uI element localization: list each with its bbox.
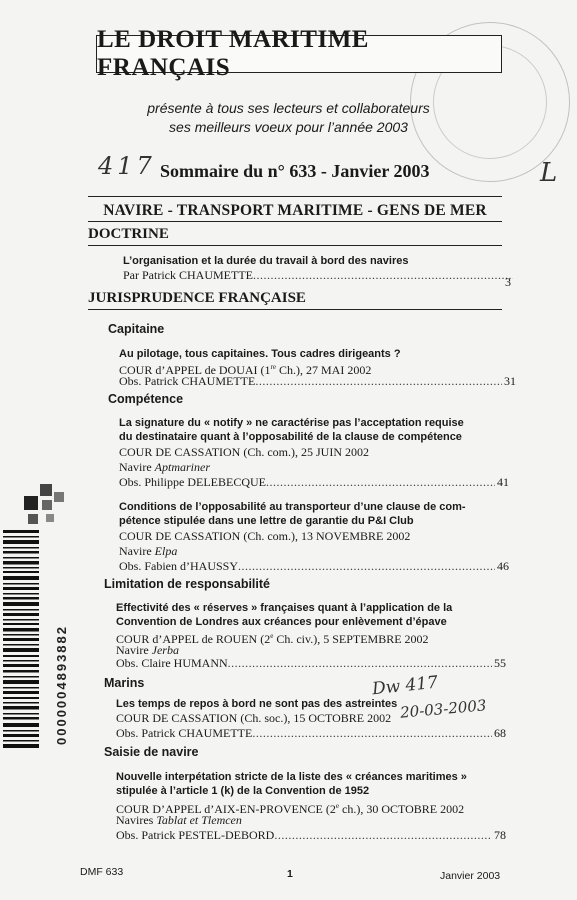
marins-obs-line (116, 726, 506, 741)
limitation-obs-line (116, 656, 506, 671)
competence-a2-obs-line (119, 559, 509, 574)
barcode-digits: 0000004893882 (54, 625, 69, 745)
capitaine-obs: Obs. Patrick CHAUMETTE (119, 374, 256, 388)
limitation-obs: Obs. Claire HUMANN (116, 656, 228, 670)
footer-page-number: 1 (287, 868, 293, 880)
marins-title: Les temps de repos à bord ne sont pas des astreintes (116, 698, 398, 710)
limitation-title-1: Effectivité des « réserves » françaises quant à l’application de la (116, 602, 453, 614)
capitaine-title: Au pilotage, tous capitaines. Tous cadres dirigeants ? (119, 348, 401, 360)
capitaine-subheading: Capitaine (108, 322, 165, 336)
competence-a1-court: COUR DE CASSATION (Ch. com.), 25 JUIN 2002 (119, 445, 370, 459)
saisie-subheading: Saisie de navire (104, 745, 199, 759)
marins-obs: Obs. Patrick CHAUMETTE (116, 726, 253, 740)
competence-a1-title-2: du destinataire quant à l’opposabilité de la clause de compétence (119, 431, 462, 443)
marins-court: COUR DE CASSATION (Ch. soc.), 15 OCTOBRE 2002 (116, 711, 392, 725)
competence-a2-title-2: pétence stipulée dans une lettre de garantie du P&I Club (119, 515, 414, 527)
doctrine-page: 3 (505, 275, 511, 289)
barcode-icon (3, 530, 39, 748)
competence-a1-obs: Obs. Philippe DELEBECQUE (119, 475, 266, 489)
capitaine-court: COUR d’APPEL de DOUAI (1re Ch.), 27 MAI 2002 (119, 363, 372, 377)
handwritten-date: 20-03-2003 (399, 696, 488, 722)
doctrine-author-line (123, 268, 513, 284)
saisie-title-2: stipulée à l’article 1 (k) de la Convention de 1952 (116, 785, 370, 797)
limitation-page: 55 (494, 656, 506, 670)
handwritten-ref: Dw 417 (371, 672, 439, 700)
competence-a1-ship: Navire Aptmariner (119, 460, 210, 474)
competence-a1-title-1: La signature du « notify » ne caractérise pas l’acceptation requise (119, 417, 464, 429)
saisie-obs: Obs. Patrick PESTEL-DEBORD (116, 828, 275, 842)
limitation-ship: Navire Jerba (116, 643, 179, 657)
doctrine-author: Par Patrick CHAUMETTE (123, 268, 253, 282)
competence-a2-page: 46 (497, 559, 509, 573)
doctrine-article-title: L’organisation et la durée du travail à bord des navires (123, 255, 409, 267)
doctrine-rule (88, 245, 502, 246)
issue-summary-title: Sommaire du n° 633 - Janvier 2003 (160, 161, 430, 181)
handwritten-number: 417 (98, 152, 156, 180)
section-top-rule (88, 196, 502, 197)
greeting-line-2: ses meilleurs voeux pour l’année 2003 (169, 119, 408, 135)
limitation-title-2: Convention de Londres aux créances pour enlèvement d’épave (116, 616, 447, 628)
capitaine-obs-line (119, 374, 516, 389)
competence-subheading: Compétence (108, 392, 184, 406)
limitation-court: COUR d’APPEL de ROUEN (2e Ch. civ.), 5 SEPTEMBRE 2002 (116, 632, 429, 646)
jurisprudence-rule (88, 309, 502, 310)
competence-a1-obs-line (119, 475, 509, 490)
footer-right: Janvier 2003 (440, 870, 501, 882)
capitaine-page: 31 (504, 374, 516, 388)
competence-a2-title-1: Conditions de l’opposabilité au transporteur d’une clause de com- (119, 501, 466, 513)
greeting-line-1: présente à tous ses lecteurs et collaborateurs (147, 100, 430, 116)
handwritten-mark: L (540, 158, 558, 188)
competence-a2-obs: Obs. Fabien d’HAUSSY (119, 559, 239, 573)
footer-left: DMF 633 (80, 866, 124, 878)
competence-a1-page: 41 (497, 475, 509, 489)
competence-a2-court: COUR DE CASSATION (Ch. com.), 13 NOVEMBRE 2002 (119, 529, 411, 543)
saisie-ships: Navires Tablat et Tlemcen (116, 813, 242, 827)
marins-page: 68 (494, 726, 506, 740)
competence-a2-ship: Navire Elpa (119, 544, 178, 558)
saisie-page: 78 (494, 828, 506, 842)
saisie-obs-line (116, 828, 506, 843)
doctrine-heading: DOCTRINE (88, 226, 169, 242)
publication-title: LE DROIT MARITIME FRANÇAIS (96, 35, 502, 73)
section-title: NAVIRE - TRANSPORT MARITIME - GENS DE MER (103, 202, 487, 219)
marins-subheading: Marins (104, 676, 145, 690)
publisher-logo-icon (24, 482, 68, 530)
saisie-court: COUR D’APPEL d’AIX-EN-PROVENCE (2e ch.), 30 OCTOBRE 2002 (116, 802, 465, 816)
jurisprudence-heading: JURISPRUDENCE FRANÇAISE (88, 290, 306, 306)
section-bottom-rule (88, 221, 502, 222)
saisie-title-1: Nouvelle interpétation stricte de la liste des « créances maritimes » (116, 771, 467, 783)
limitation-subheading: Limitation de responsabilité (104, 577, 270, 591)
